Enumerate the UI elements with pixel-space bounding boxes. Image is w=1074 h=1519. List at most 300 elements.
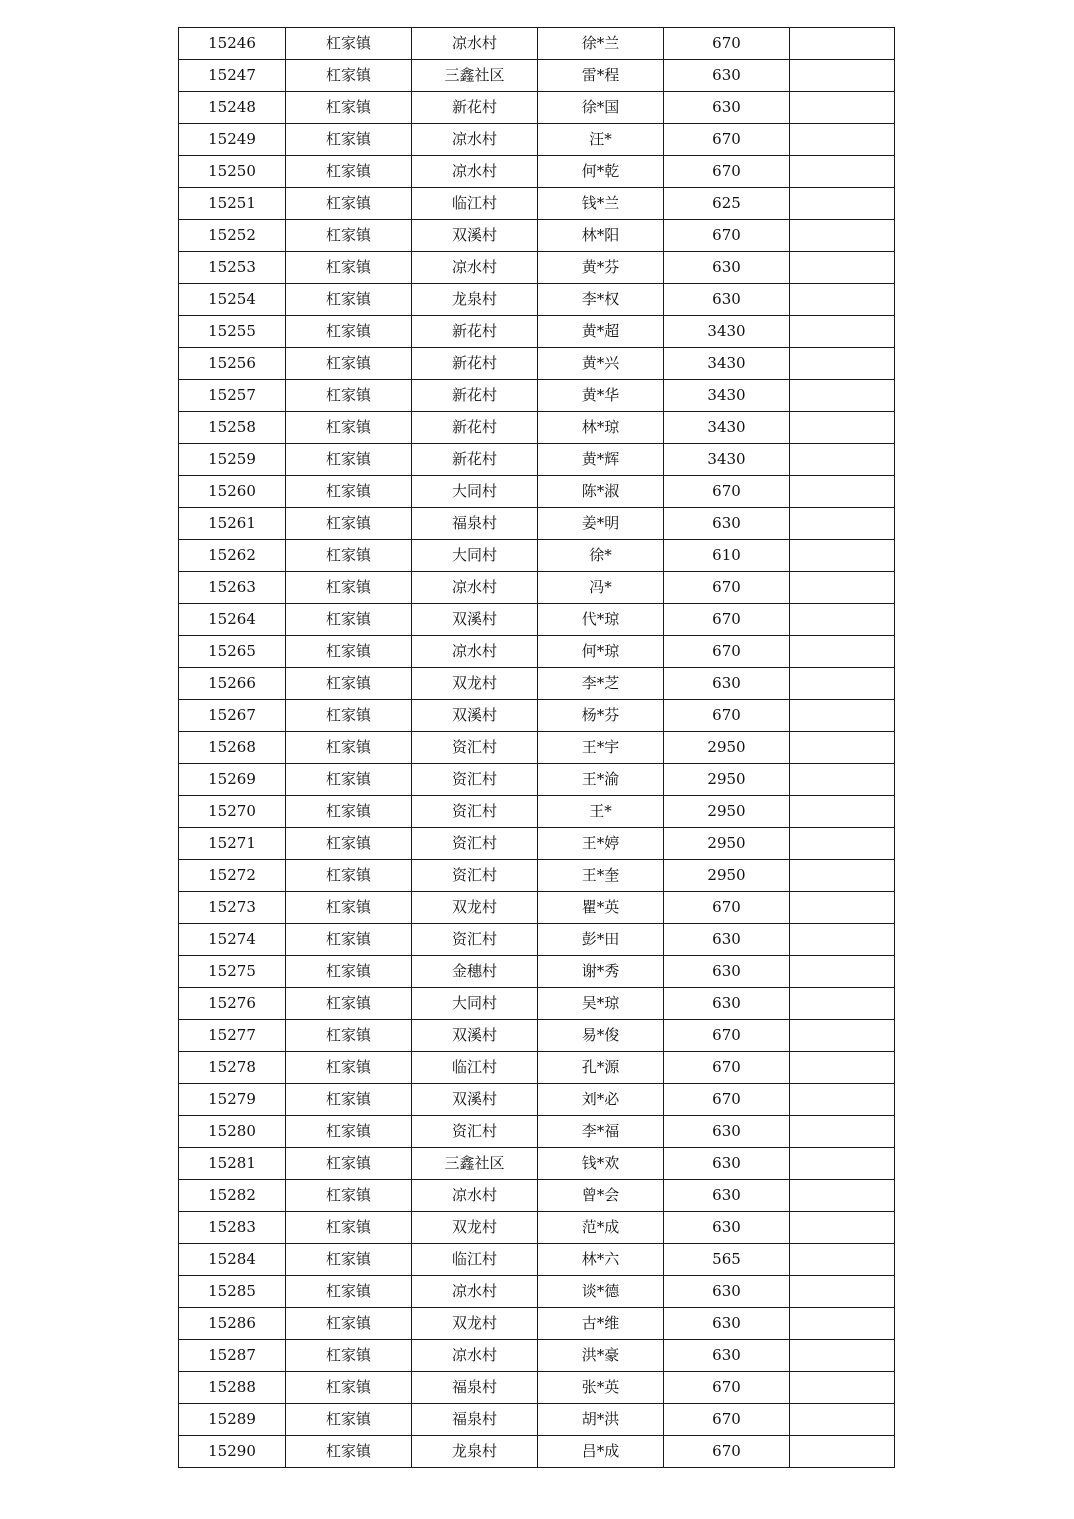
village-cell: 大同村 bbox=[412, 988, 538, 1020]
town-cell: 杠家镇 bbox=[286, 572, 412, 604]
serial-number-cell: 15272 bbox=[179, 860, 286, 892]
amount-cell: 670 bbox=[664, 1436, 790, 1468]
table-row bbox=[179, 476, 895, 508]
amount-cell: 670 bbox=[664, 1052, 790, 1084]
note-cell bbox=[790, 1052, 895, 1084]
person-name-cell: 钱*兰 bbox=[538, 188, 664, 220]
note-cell bbox=[790, 124, 895, 156]
village-cell: 凉水村 bbox=[412, 1276, 538, 1308]
amount-cell: 670 bbox=[664, 636, 790, 668]
note-cell bbox=[790, 892, 895, 924]
note-cell bbox=[790, 860, 895, 892]
person-name-cell: 陈*淑 bbox=[538, 476, 664, 508]
table-row bbox=[179, 1436, 895, 1468]
village-cell: 新花村 bbox=[412, 444, 538, 476]
note-cell bbox=[790, 1148, 895, 1180]
town-cell: 杠家镇 bbox=[286, 1212, 412, 1244]
amount-cell: 670 bbox=[664, 1020, 790, 1052]
amount-cell: 3430 bbox=[664, 380, 790, 412]
amount-cell: 670 bbox=[664, 28, 790, 60]
note-cell bbox=[790, 636, 895, 668]
village-cell: 双溪村 bbox=[412, 604, 538, 636]
town-cell: 杠家镇 bbox=[286, 956, 412, 988]
serial-number-cell: 15269 bbox=[179, 764, 286, 796]
beneficiary-table bbox=[178, 27, 895, 1468]
town-cell: 杠家镇 bbox=[286, 1084, 412, 1116]
person-name-cell: 王*宇 bbox=[538, 732, 664, 764]
table-row bbox=[179, 1084, 895, 1116]
amount-cell: 625 bbox=[664, 188, 790, 220]
table-row bbox=[179, 508, 895, 540]
town-cell: 杠家镇 bbox=[286, 60, 412, 92]
table-row bbox=[179, 1148, 895, 1180]
person-name-cell: 王* bbox=[538, 796, 664, 828]
village-cell: 双龙村 bbox=[412, 1308, 538, 1340]
person-name-cell: 雷*程 bbox=[538, 60, 664, 92]
town-cell: 杠家镇 bbox=[286, 252, 412, 284]
note-cell bbox=[790, 1404, 895, 1436]
person-name-cell: 刘*必 bbox=[538, 1084, 664, 1116]
serial-number-cell: 15285 bbox=[179, 1276, 286, 1308]
table-row bbox=[179, 1340, 895, 1372]
person-name-cell: 林*阳 bbox=[538, 220, 664, 252]
amount-cell: 670 bbox=[664, 604, 790, 636]
person-name-cell: 李*芝 bbox=[538, 668, 664, 700]
town-cell: 杠家镇 bbox=[286, 796, 412, 828]
amount-cell: 670 bbox=[664, 476, 790, 508]
village-cell: 凉水村 bbox=[412, 572, 538, 604]
table-row bbox=[179, 1404, 895, 1436]
table-row bbox=[179, 1372, 895, 1404]
amount-cell: 630 bbox=[664, 1276, 790, 1308]
person-name-cell: 王*奎 bbox=[538, 860, 664, 892]
person-name-cell: 黄*芬 bbox=[538, 252, 664, 284]
town-cell: 杠家镇 bbox=[286, 892, 412, 924]
note-cell bbox=[790, 508, 895, 540]
town-cell: 杠家镇 bbox=[286, 1436, 412, 1468]
person-name-cell: 姜*明 bbox=[538, 508, 664, 540]
town-cell: 杠家镇 bbox=[286, 1372, 412, 1404]
note-cell bbox=[790, 1212, 895, 1244]
town-cell: 杠家镇 bbox=[286, 1308, 412, 1340]
village-cell: 双溪村 bbox=[412, 1084, 538, 1116]
amount-cell: 630 bbox=[664, 92, 790, 124]
serial-number-cell: 15274 bbox=[179, 924, 286, 956]
serial-number-cell: 15279 bbox=[179, 1084, 286, 1116]
town-cell: 杠家镇 bbox=[286, 1116, 412, 1148]
note-cell bbox=[790, 1020, 895, 1052]
town-cell: 杠家镇 bbox=[286, 348, 412, 380]
person-name-cell: 张*英 bbox=[538, 1372, 664, 1404]
serial-number-cell: 15264 bbox=[179, 604, 286, 636]
village-cell: 资汇村 bbox=[412, 828, 538, 860]
village-cell: 龙泉村 bbox=[412, 284, 538, 316]
table-row bbox=[179, 924, 895, 956]
person-name-cell: 王*婷 bbox=[538, 828, 664, 860]
note-cell bbox=[790, 92, 895, 124]
table-row bbox=[179, 668, 895, 700]
town-cell: 杠家镇 bbox=[286, 188, 412, 220]
village-cell: 资汇村 bbox=[412, 924, 538, 956]
village-cell: 凉水村 bbox=[412, 636, 538, 668]
person-name-cell: 黄*超 bbox=[538, 316, 664, 348]
serial-number-cell: 15286 bbox=[179, 1308, 286, 1340]
person-name-cell: 王*渝 bbox=[538, 764, 664, 796]
person-name-cell: 瞿*英 bbox=[538, 892, 664, 924]
person-name-cell: 谢*秀 bbox=[538, 956, 664, 988]
serial-number-cell: 15260 bbox=[179, 476, 286, 508]
town-cell: 杠家镇 bbox=[286, 860, 412, 892]
village-cell: 龙泉村 bbox=[412, 1436, 538, 1468]
village-cell: 双龙村 bbox=[412, 1212, 538, 1244]
amount-cell: 670 bbox=[664, 124, 790, 156]
table-row bbox=[179, 380, 895, 412]
note-cell bbox=[790, 28, 895, 60]
note-cell bbox=[790, 828, 895, 860]
table-row bbox=[179, 892, 895, 924]
serial-number-cell: 15265 bbox=[179, 636, 286, 668]
town-cell: 杠家镇 bbox=[286, 316, 412, 348]
table-row bbox=[179, 60, 895, 92]
village-cell: 三鑫社区 bbox=[412, 1148, 538, 1180]
amount-cell: 670 bbox=[664, 1084, 790, 1116]
table-row bbox=[179, 1020, 895, 1052]
person-name-cell: 洪*豪 bbox=[538, 1340, 664, 1372]
town-cell: 杠家镇 bbox=[286, 476, 412, 508]
amount-cell: 630 bbox=[664, 1308, 790, 1340]
amount-cell: 630 bbox=[664, 668, 790, 700]
town-cell: 杠家镇 bbox=[286, 1180, 412, 1212]
town-cell: 杠家镇 bbox=[286, 1404, 412, 1436]
amount-cell: 670 bbox=[664, 1404, 790, 1436]
note-cell bbox=[790, 924, 895, 956]
village-cell: 资汇村 bbox=[412, 732, 538, 764]
town-cell: 杠家镇 bbox=[286, 92, 412, 124]
person-name-cell: 古*维 bbox=[538, 1308, 664, 1340]
town-cell: 杠家镇 bbox=[286, 1276, 412, 1308]
amount-cell: 670 bbox=[664, 220, 790, 252]
amount-cell: 2950 bbox=[664, 796, 790, 828]
note-cell bbox=[790, 604, 895, 636]
person-name-cell: 徐* bbox=[538, 540, 664, 572]
person-name-cell: 易*俊 bbox=[538, 1020, 664, 1052]
village-cell: 双溪村 bbox=[412, 1020, 538, 1052]
note-cell bbox=[790, 572, 895, 604]
person-name-cell: 胡*洪 bbox=[538, 1404, 664, 1436]
town-cell: 杠家镇 bbox=[286, 828, 412, 860]
serial-number-cell: 15251 bbox=[179, 188, 286, 220]
serial-number-cell: 15290 bbox=[179, 1436, 286, 1468]
person-name-cell: 李*福 bbox=[538, 1116, 664, 1148]
note-cell bbox=[790, 188, 895, 220]
amount-cell: 630 bbox=[664, 956, 790, 988]
note-cell bbox=[790, 540, 895, 572]
note-cell bbox=[790, 1436, 895, 1468]
note-cell bbox=[790, 444, 895, 476]
amount-cell: 630 bbox=[664, 284, 790, 316]
village-cell: 临江村 bbox=[412, 1052, 538, 1084]
village-cell: 大同村 bbox=[412, 540, 538, 572]
village-cell: 临江村 bbox=[412, 188, 538, 220]
serial-number-cell: 15259 bbox=[179, 444, 286, 476]
town-cell: 杠家镇 bbox=[286, 220, 412, 252]
town-cell: 杠家镇 bbox=[286, 156, 412, 188]
village-cell: 福泉村 bbox=[412, 1372, 538, 1404]
amount-cell: 630 bbox=[664, 1148, 790, 1180]
village-cell: 双龙村 bbox=[412, 892, 538, 924]
village-cell: 凉水村 bbox=[412, 124, 538, 156]
amount-cell: 670 bbox=[664, 892, 790, 924]
serial-number-cell: 15270 bbox=[179, 796, 286, 828]
village-cell: 资汇村 bbox=[412, 860, 538, 892]
serial-number-cell: 15263 bbox=[179, 572, 286, 604]
note-cell bbox=[790, 1116, 895, 1148]
serial-number-cell: 15252 bbox=[179, 220, 286, 252]
table-row bbox=[179, 252, 895, 284]
person-name-cell: 曾*会 bbox=[538, 1180, 664, 1212]
note-cell bbox=[790, 1340, 895, 1372]
table-row bbox=[179, 1180, 895, 1212]
village-cell: 凉水村 bbox=[412, 28, 538, 60]
serial-number-cell: 15276 bbox=[179, 988, 286, 1020]
table-row bbox=[179, 1212, 895, 1244]
table-row bbox=[179, 764, 895, 796]
serial-number-cell: 15253 bbox=[179, 252, 286, 284]
table-row bbox=[179, 540, 895, 572]
table-row bbox=[179, 284, 895, 316]
amount-cell: 2950 bbox=[664, 732, 790, 764]
village-cell: 凉水村 bbox=[412, 1340, 538, 1372]
person-name-cell: 冯* bbox=[538, 572, 664, 604]
table-row bbox=[179, 572, 895, 604]
village-cell: 大同村 bbox=[412, 476, 538, 508]
serial-number-cell: 15268 bbox=[179, 732, 286, 764]
person-name-cell: 李*权 bbox=[538, 284, 664, 316]
note-cell bbox=[790, 1244, 895, 1276]
serial-number-cell: 15250 bbox=[179, 156, 286, 188]
note-cell bbox=[790, 220, 895, 252]
amount-cell: 610 bbox=[664, 540, 790, 572]
serial-number-cell: 15257 bbox=[179, 380, 286, 412]
note-cell bbox=[790, 1084, 895, 1116]
amount-cell: 630 bbox=[664, 924, 790, 956]
village-cell: 新花村 bbox=[412, 380, 538, 412]
serial-number-cell: 15258 bbox=[179, 412, 286, 444]
person-name-cell: 黄*兴 bbox=[538, 348, 664, 380]
amount-cell: 670 bbox=[664, 1372, 790, 1404]
amount-cell: 630 bbox=[664, 1340, 790, 1372]
village-cell: 新花村 bbox=[412, 92, 538, 124]
amount-cell: 630 bbox=[664, 60, 790, 92]
serial-number-cell: 15267 bbox=[179, 700, 286, 732]
village-cell: 凉水村 bbox=[412, 156, 538, 188]
table-row bbox=[179, 1308, 895, 1340]
serial-number-cell: 15261 bbox=[179, 508, 286, 540]
note-cell bbox=[790, 1180, 895, 1212]
table-row bbox=[179, 316, 895, 348]
town-cell: 杠家镇 bbox=[286, 1244, 412, 1276]
table-row bbox=[179, 860, 895, 892]
town-cell: 杠家镇 bbox=[286, 668, 412, 700]
village-cell: 凉水村 bbox=[412, 1180, 538, 1212]
table-row bbox=[179, 92, 895, 124]
serial-number-cell: 15275 bbox=[179, 956, 286, 988]
town-cell: 杠家镇 bbox=[286, 764, 412, 796]
table-row bbox=[179, 1052, 895, 1084]
town-cell: 杠家镇 bbox=[286, 508, 412, 540]
amount-cell: 565 bbox=[664, 1244, 790, 1276]
person-name-cell: 徐*兰 bbox=[538, 28, 664, 60]
note-cell bbox=[790, 732, 895, 764]
amount-cell: 630 bbox=[664, 508, 790, 540]
note-cell bbox=[790, 796, 895, 828]
town-cell: 杠家镇 bbox=[286, 1052, 412, 1084]
amount-cell: 3430 bbox=[664, 348, 790, 380]
town-cell: 杠家镇 bbox=[286, 1020, 412, 1052]
table-body bbox=[179, 28, 895, 1468]
table-row bbox=[179, 1116, 895, 1148]
person-name-cell: 杨*芬 bbox=[538, 700, 664, 732]
village-cell: 资汇村 bbox=[412, 1116, 538, 1148]
note-cell bbox=[790, 348, 895, 380]
person-name-cell: 黄*辉 bbox=[538, 444, 664, 476]
serial-number-cell: 15282 bbox=[179, 1180, 286, 1212]
village-cell: 资汇村 bbox=[412, 796, 538, 828]
amount-cell: 630 bbox=[664, 1180, 790, 1212]
note-cell bbox=[790, 316, 895, 348]
note-cell bbox=[790, 988, 895, 1020]
amount-cell: 3430 bbox=[664, 316, 790, 348]
note-cell bbox=[790, 252, 895, 284]
note-cell bbox=[790, 156, 895, 188]
person-name-cell: 汪* bbox=[538, 124, 664, 156]
note-cell bbox=[790, 956, 895, 988]
table-row bbox=[179, 348, 895, 380]
amount-cell: 3430 bbox=[664, 444, 790, 476]
note-cell bbox=[790, 60, 895, 92]
table-row bbox=[179, 700, 895, 732]
table-row bbox=[179, 732, 895, 764]
serial-number-cell: 15249 bbox=[179, 124, 286, 156]
table-row bbox=[179, 28, 895, 60]
town-cell: 杠家镇 bbox=[286, 124, 412, 156]
village-cell: 新花村 bbox=[412, 412, 538, 444]
town-cell: 杠家镇 bbox=[286, 700, 412, 732]
note-cell bbox=[790, 1308, 895, 1340]
serial-number-cell: 15287 bbox=[179, 1340, 286, 1372]
serial-number-cell: 15288 bbox=[179, 1372, 286, 1404]
serial-number-cell: 15271 bbox=[179, 828, 286, 860]
table-row bbox=[179, 636, 895, 668]
town-cell: 杠家镇 bbox=[286, 380, 412, 412]
serial-number-cell: 15246 bbox=[179, 28, 286, 60]
person-name-cell: 吴*琼 bbox=[538, 988, 664, 1020]
village-cell: 三鑫社区 bbox=[412, 60, 538, 92]
serial-number-cell: 15247 bbox=[179, 60, 286, 92]
note-cell bbox=[790, 668, 895, 700]
amount-cell: 3430 bbox=[664, 412, 790, 444]
village-cell: 新花村 bbox=[412, 316, 538, 348]
village-cell: 双溪村 bbox=[412, 700, 538, 732]
serial-number-cell: 15284 bbox=[179, 1244, 286, 1276]
note-cell bbox=[790, 412, 895, 444]
amount-cell: 670 bbox=[664, 156, 790, 188]
note-cell bbox=[790, 764, 895, 796]
table-row bbox=[179, 220, 895, 252]
amount-cell: 2950 bbox=[664, 860, 790, 892]
town-cell: 杠家镇 bbox=[286, 444, 412, 476]
table-row bbox=[179, 604, 895, 636]
person-name-cell: 吕*成 bbox=[538, 1436, 664, 1468]
amount-cell: 670 bbox=[664, 572, 790, 604]
amount-cell: 630 bbox=[664, 1212, 790, 1244]
serial-number-cell: 15278 bbox=[179, 1052, 286, 1084]
table-row bbox=[179, 124, 895, 156]
amount-cell: 2950 bbox=[664, 828, 790, 860]
person-name-cell: 谈*德 bbox=[538, 1276, 664, 1308]
table-row bbox=[179, 1244, 895, 1276]
village-cell: 福泉村 bbox=[412, 508, 538, 540]
serial-number-cell: 15280 bbox=[179, 1116, 286, 1148]
village-cell: 福泉村 bbox=[412, 1404, 538, 1436]
town-cell: 杠家镇 bbox=[286, 636, 412, 668]
town-cell: 杠家镇 bbox=[286, 988, 412, 1020]
town-cell: 杠家镇 bbox=[286, 540, 412, 572]
serial-number-cell: 15255 bbox=[179, 316, 286, 348]
note-cell bbox=[790, 284, 895, 316]
person-name-cell: 范*成 bbox=[538, 1212, 664, 1244]
serial-number-cell: 15256 bbox=[179, 348, 286, 380]
table-row bbox=[179, 444, 895, 476]
serial-number-cell: 15273 bbox=[179, 892, 286, 924]
serial-number-cell: 15262 bbox=[179, 540, 286, 572]
serial-number-cell: 15277 bbox=[179, 1020, 286, 1052]
town-cell: 杠家镇 bbox=[286, 28, 412, 60]
table-row bbox=[179, 1276, 895, 1308]
town-cell: 杠家镇 bbox=[286, 284, 412, 316]
person-name-cell: 何*琼 bbox=[538, 636, 664, 668]
person-name-cell: 孔*源 bbox=[538, 1052, 664, 1084]
amount-cell: 2950 bbox=[664, 764, 790, 796]
serial-number-cell: 15289 bbox=[179, 1404, 286, 1436]
village-cell: 资汇村 bbox=[412, 764, 538, 796]
person-name-cell: 代*琼 bbox=[538, 604, 664, 636]
village-cell: 临江村 bbox=[412, 1244, 538, 1276]
table-row bbox=[179, 188, 895, 220]
village-cell: 金穗村 bbox=[412, 956, 538, 988]
note-cell bbox=[790, 700, 895, 732]
town-cell: 杠家镇 bbox=[286, 924, 412, 956]
person-name-cell: 林*琼 bbox=[538, 412, 664, 444]
table-row bbox=[179, 988, 895, 1020]
note-cell bbox=[790, 476, 895, 508]
table-row bbox=[179, 156, 895, 188]
person-name-cell: 何*乾 bbox=[538, 156, 664, 188]
person-name-cell: 钱*欢 bbox=[538, 1148, 664, 1180]
person-name-cell: 彭*田 bbox=[538, 924, 664, 956]
serial-number-cell: 15248 bbox=[179, 92, 286, 124]
town-cell: 杠家镇 bbox=[286, 1340, 412, 1372]
note-cell bbox=[790, 1372, 895, 1404]
amount-cell: 630 bbox=[664, 988, 790, 1020]
village-cell: 新花村 bbox=[412, 348, 538, 380]
amount-cell: 630 bbox=[664, 1116, 790, 1148]
table-row bbox=[179, 796, 895, 828]
village-cell: 双溪村 bbox=[412, 220, 538, 252]
amount-cell: 670 bbox=[664, 700, 790, 732]
person-name-cell: 徐*国 bbox=[538, 92, 664, 124]
table-row bbox=[179, 828, 895, 860]
